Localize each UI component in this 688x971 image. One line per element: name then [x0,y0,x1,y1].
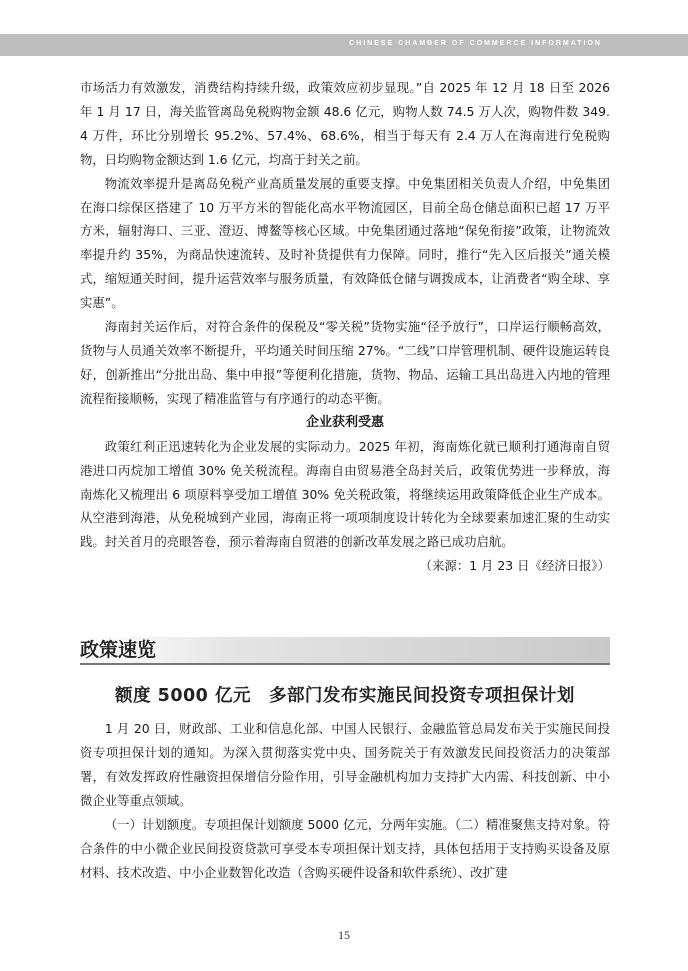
article-paragraph: 海南封关运作后，对符合条件的保税及“零关税”货物实施“径予放行”，口岸运行顺畅高效，货物与人员通关效率不断提升，平均通关时间压缩 27%。“二线”口岸管理机制、硬件设施运转良好，创新推出“分批出岛、集中申报”等便利化措施，货物、物品、运输工具出岛进入内地的管理流程衔接顺畅，实现了精准监管与有序通行的动态平衡。 [80,319,610,406]
news-paragraph: 1 月 20 日，财政部、工业和信息化部、中国人民银行、金融监管总局发布关于实施民间投资专项担保计划的通知。为深入贯彻落实党中央、国务院关于有效激发民间投资活力的决策部署，有效发挥政府性融资担保增信分险作用，引导金融机构加力支持扩大内需、科技创新、中小微企业等重点领域。 [80,721,610,808]
news-headline: 额度 5000 亿元 多部门发布实施民间投资专项担保计划 [115,686,575,706]
section-title: 政策速览 [80,639,157,661]
section-header [80,637,610,663]
article-paragraph: 物流效率提升是离岛免税产业高质量发展的重要支撑。中免集团相关负责人介绍，中免集团在海口综保区搭建了 10 万平方米的智能化高水平物流园区，目前全岛仓储总面积已超 17 万平方米，辐射海口、三亚、澄迈、博鳌等核心区域。中免集团通过落地“保免衔接”政策，让物流效率提升约 35%，为商品快速流转、及时补货提供有力保障。同时，推行“先入区后报关”通关模式，缩短通关时间，提升运营效率与服务质量，有效降低仓储与调拨成本，让消费者“购全球、享实惠”。 [80,175,610,311]
article-source: （来源：1 月 23 日《经济日报》） [419,558,610,574]
section-divider [80,663,610,665]
news-paragraph: （一）计划额度。专项担保计划额度 5000 亿元，分两年实施。（二）精准聚焦支持对象。符合条件的中小微企业民间投资贷款可享受本专项担保计划支持，具体包括用于支持购买设备及原材料、技术改造、中小企业数智化改造（含购买硬件设备和软件系统）、改扩建 [80,817,610,880]
publication-name: CHINESE CHAMBER OF COMMERCE INFORMATION [349,40,602,47]
article-body [80,76,610,578]
header-band [0,34,688,56]
article-paragraph: 市场活力有效激发，消费结构持续升级，政策效应初步显现。”自 2025 年 12 月 18 日至 2026 年 1 月 17 日，海关监管离岛免税购物金额 48.6 亿元，购物人数 74.5 万人次，购物件数 349.4 万件，环比分别增长 95.2%、57.4%、68.6%，相当于每天有 2.4 万人在海南进行免税购物，日均购物金额达到 1.6 亿元，均高于封关之前。 [80,80,610,167]
article-subheading: 企业获利受惠 [305,414,384,430]
article-paragraph: 政策红利正迅速转化为企业发展的实际动力。2025 年初，海南炼化就已顺利打通海南自贸港进口丙烷加工增值 30% 免关税流程。海南自由贸易港全岛封关后，政策优势进一步释放，海南炼化又梳理出 6 项原料享受加工增值 30% 免关税政策，将继续运用政策降低企业生产成本。从空港到海港，从免税城到产业园，海南正将一项项制度设计转化为全球要素加速汇聚的生动实践。封关首月的亮眼答卷，预示着海南自贸港的创新改革发展之路已成功启航。 [80,438,610,550]
news-body [80,717,610,885]
page-number: 15 [338,928,350,942]
